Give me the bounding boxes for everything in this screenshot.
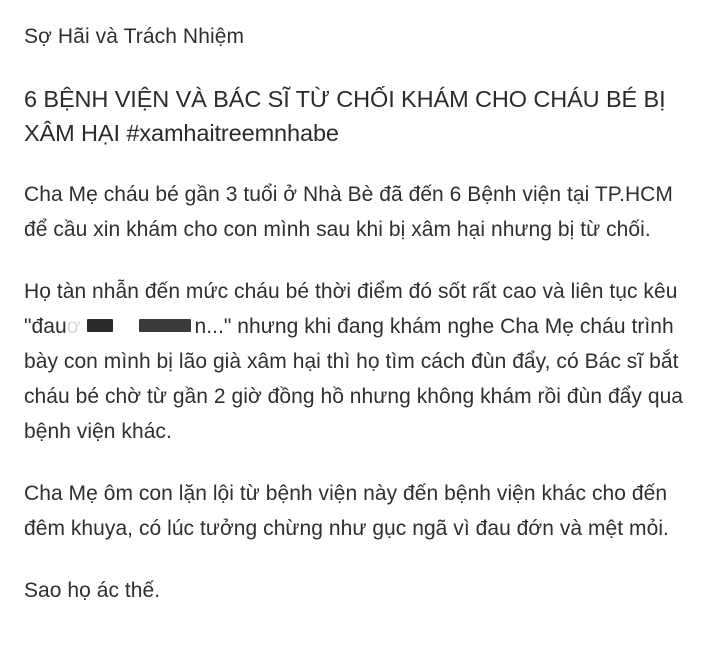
paragraph-4: Sao họ ác thế. xyxy=(24,579,161,602)
paragraph-2-redacted xyxy=(24,274,696,449)
paragraph-2-text-after: n..." nhưng khi đang khám xyxy=(194,315,442,338)
paragraph-3: Cha Mẹ ôm con lặn lội từ bệnh viện này đến bệnh viện khác cho đến đêm khuya, có lúc tưởng chừng như gục ngã vì đau đớn và mệt mỏi. xyxy=(24,482,669,540)
faded-word: ơ xyxy=(66,315,81,338)
redaction-block-2 xyxy=(139,319,191,332)
headline-line-2-prefix: XÂM HẠI xyxy=(24,120,127,146)
paragraph-2-rest: nghe Cha Mẹ cháu trình bày con mình bị lão già xâm hại thì họ tìm cách đùn đẩy, có Bác sĩ bắt cháu bé chờ từ gần 2 giờ đồng hồ nhưng không khám rồi đùn đẩy qua bệnh viện khác. xyxy=(24,315,684,443)
redaction-group xyxy=(67,315,195,338)
hashtag-xamhaitreemnhabe: #xamhaitreemnhabe xyxy=(126,120,339,146)
headline-line-1: 6 BỆNH VIỆN VÀ BÁC SĨ TỪ CHỐI KHÁM CHO CHÁU BÉ BỊ xyxy=(24,86,666,112)
paragraph-1: Cha Mẹ cháu bé gần 3 tuổi ở Nhà Bè đã đến 6 Bệnh viện tại TP.HCM để cầu xin khám cho con mình sau khi bị xâm hại nhưng bị từ chối. xyxy=(24,183,673,241)
headline xyxy=(24,82,696,150)
paragraph-2-text-before: Họ tàn nhẫn đến mức cháu bé thời điểm đó sốt rất cao và liên tục kêu "đau xyxy=(24,280,678,338)
redaction-block-1 xyxy=(87,319,113,332)
post-title: Sợ Hãi và Trách Nhiệm xyxy=(24,25,245,48)
